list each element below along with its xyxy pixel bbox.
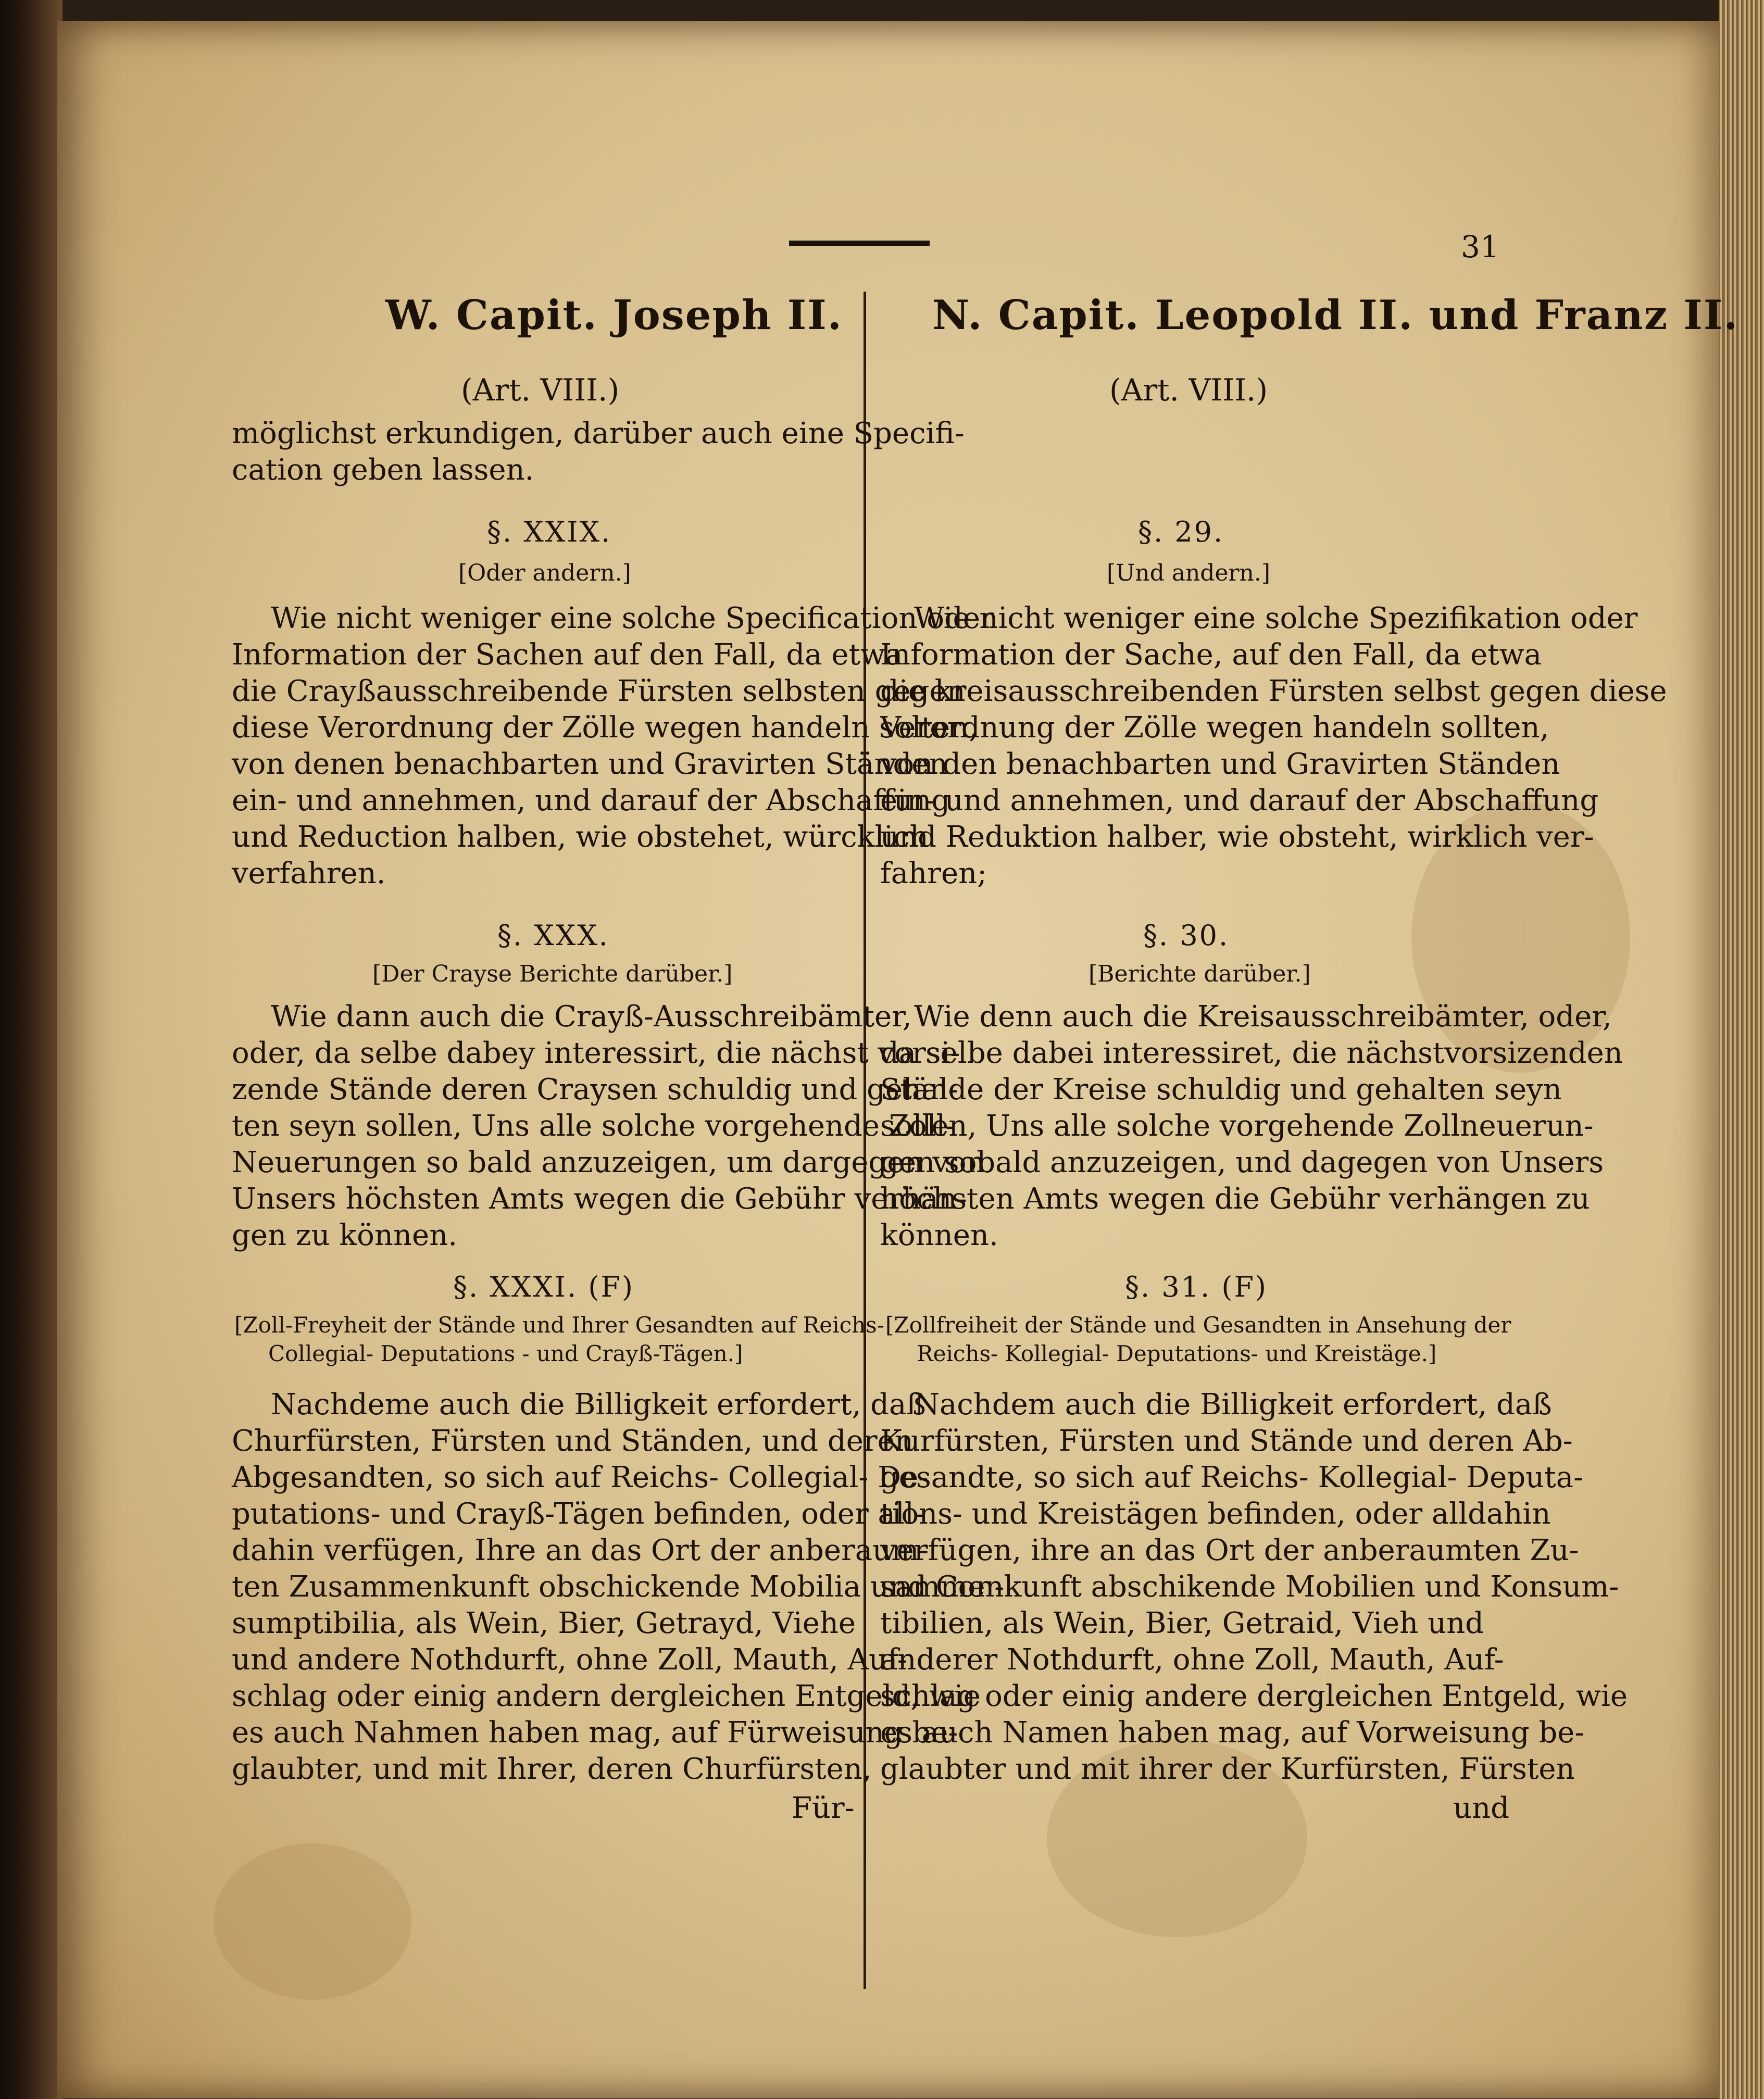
text-line: ten seyn sollen, Uns alle solche vorgehende Zoll- <box>232 1109 956 1143</box>
text-line: glaubter und mit ihrer der Kurfürsten, Fürsten <box>880 1752 1575 1786</box>
section-marginal-note: [Zollfreiheit der Stände und Gesandten in Ansehung der <box>885 1312 1511 1338</box>
left-column-header: W. Capit. Joseph II. <box>385 292 843 339</box>
text-line: Stände der Kreise schuldig und gehalten seyn <box>880 1073 1562 1107</box>
text-line: gesandte, so sich auf Reichs- Kollegial- Deputa- <box>880 1461 1584 1494</box>
text-line: es auch Namen haben mag, auf Vorweisung be- <box>880 1716 1585 1750</box>
text-line: da selbe dabei interessiret, die nächstvorsizenden <box>880 1036 1623 1070</box>
text-line: glaubter, und mit Ihrer, deren Churfürsten, <box>232 1752 872 1786</box>
section-marginal-note: Reichs- Kollegial- Deputations- und Kreistäge.] <box>917 1341 1437 1366</box>
text-line: Verordnung der Zölle wegen handeln sollten, <box>880 711 1549 745</box>
text-line: Churfürsten, Fürsten und Ständen, und deren <box>232 1424 914 1458</box>
text-line: sumptibilia, als Wein, Bier, Getrayd, Viehe <box>232 1606 856 1640</box>
text-line: Wie nicht weniger eine solche Specification oder <box>271 601 994 635</box>
text-line: verfügen, ihre an das Ort der anberaumten Zu- <box>880 1534 1579 1567</box>
section-heading: §. 31. (F) <box>1125 1271 1268 1303</box>
text-line: ten Zusammenkunft obschickende Mobilia und Con- <box>232 1570 1005 1604</box>
section-heading: §. XXXI. (F) <box>453 1271 634 1303</box>
text-line: und Reduktion halber, wie obsteht, wirklich ver- <box>880 820 1594 854</box>
text-line: diese Verordnung der Zölle wegen handeln solten, <box>232 711 979 745</box>
text-line: gen zu können. <box>232 1218 458 1252</box>
section-heading: §. XXX. <box>497 919 609 952</box>
text-line: Information der Sachen auf den Fall, da etwa <box>232 638 903 672</box>
section-marginal-note: [Zoll-Freyheit der Stände und Ihrer Gesandten auf Reichs- <box>234 1312 884 1338</box>
text-line: die kreisausschreibenden Fürsten selbst gegen diese <box>880 674 1667 708</box>
text-line: tions- und Kreistägen befinden, oder alldahin <box>880 1497 1551 1531</box>
text-line: von denen benachbarten und Gravirten Ständen <box>232 747 948 781</box>
section-heading: §. 30. <box>1143 919 1230 952</box>
text-line: ein- und annehmen, und darauf der Abschaffung <box>880 784 1599 818</box>
text-line: dahin verfügen, Ihre an das Ort der anberaum- <box>232 1534 929 1567</box>
book-gutter <box>0 0 62 2099</box>
right-column-header: N. Capit. Leopold II. und Franz II. <box>932 292 1739 339</box>
text-line: anderer Nothdurft, ohne Zoll, Mauth, Auf- <box>880 1643 1504 1677</box>
text-line: und Reduction halben, wie obstehet, würcklich <box>232 820 929 854</box>
text-line: schlag oder einig andern dergleichen Entgeld, wie <box>232 1679 981 1713</box>
text-line: können. <box>880 1218 998 1252</box>
text-line: sammenkunft abschikende Mobilien und Konsum- <box>880 1570 1619 1604</box>
text-line: sollen, Uns alle solche vorgehende Zollneuerun- <box>880 1109 1594 1143</box>
section-marginal-note: [Oder andern.] <box>458 560 631 586</box>
text-line: tibilien, als Wein, Bier, Getraid, Vieh und <box>880 1606 1484 1640</box>
text-line: oder, da selbe dabey interessirt, die nächst vorsi- <box>232 1036 960 1070</box>
text-line: verfahren. <box>232 857 386 890</box>
page-number: 31 <box>1461 229 1499 265</box>
section-heading: §. 29. <box>1138 516 1224 548</box>
text-line: cation geben lassen. <box>232 453 534 487</box>
text-line: Kurfürsten, Fürsten und Stände und deren Ab- <box>880 1424 1573 1458</box>
text-line: Unsers höchsten Amts wegen die Gebühr verhän- <box>232 1182 967 1216</box>
section-marginal-note: [Und andern.] <box>1107 560 1271 586</box>
text-line: fahren; <box>880 857 987 890</box>
text-line: ein- und annehmen, und darauf der Abschaffung <box>232 784 950 818</box>
text-line: höchsten Amts wegen die Gebühr verhängen zu <box>880 1182 1590 1216</box>
text-line: es auch Nahmen haben mag, auf Fürweisung be- <box>232 1716 958 1750</box>
section-marginal-note: [Der Crayse Berichte darüber.] <box>372 961 733 987</box>
text-line: und andere Nothdurft, ohne Zoll, Mauth, Auf- <box>232 1643 907 1677</box>
text-line: möglichst erkundigen, darüber auch eine Specifi- <box>232 417 965 450</box>
text-line: die Crayßausschreibende Fürsten selbsten gegen <box>232 674 966 708</box>
text-line: Nachdeme auch die Billigkeit erfordert, daß <box>271 1388 926 1422</box>
text-line: Wie dann auch die Crayß-Ausschreibämter, <box>271 1000 912 1034</box>
header-rule <box>789 241 930 246</box>
text-line: gen sobald anzuzeigen, und dagegen von Unsers <box>880 1146 1604 1179</box>
text-line: Information der Sache, auf den Fall, da etwa <box>880 638 1542 672</box>
text-line: Wie denn auch die Kreisausschreibämter, oder, <box>914 1000 1612 1034</box>
section-marginal-note: Collegial- Deputations - und Crayß-Tägen.] <box>268 1341 743 1366</box>
text-line: schlag oder einig andere dergleichen Entgeld, wie <box>880 1679 1628 1713</box>
text-line: zende Stände deren Craysen schuldig und gehal- <box>232 1073 958 1107</box>
text-line: von den benachbarten und Gravirten Ständen <box>880 747 1560 781</box>
text-line: Abgesandten, so sich auf Reichs- Collegial- De- <box>232 1461 929 1494</box>
section-marginal-note: [Berichte darüber.] <box>1089 961 1311 987</box>
catchword: und <box>1453 1791 1509 1825</box>
section-heading: §. XXIX. <box>487 516 612 548</box>
text-line: Nachdem auch die Billigkeit erfordert, daß <box>914 1388 1552 1422</box>
text-line: Wie nicht weniger eine solche Spezifikation oder <box>914 601 1638 635</box>
catchword: Für- <box>792 1791 855 1825</box>
text-line: putations- und Crayß-Tägen befinden, oder all- <box>232 1497 924 1531</box>
left-article-label: (Art. VIII.) <box>461 372 620 408</box>
right-article-label: (Art. VIII.) <box>1109 372 1268 408</box>
text-line: Neuerungen so bald anzuzeigen, um dargegen von <box>232 1146 985 1179</box>
